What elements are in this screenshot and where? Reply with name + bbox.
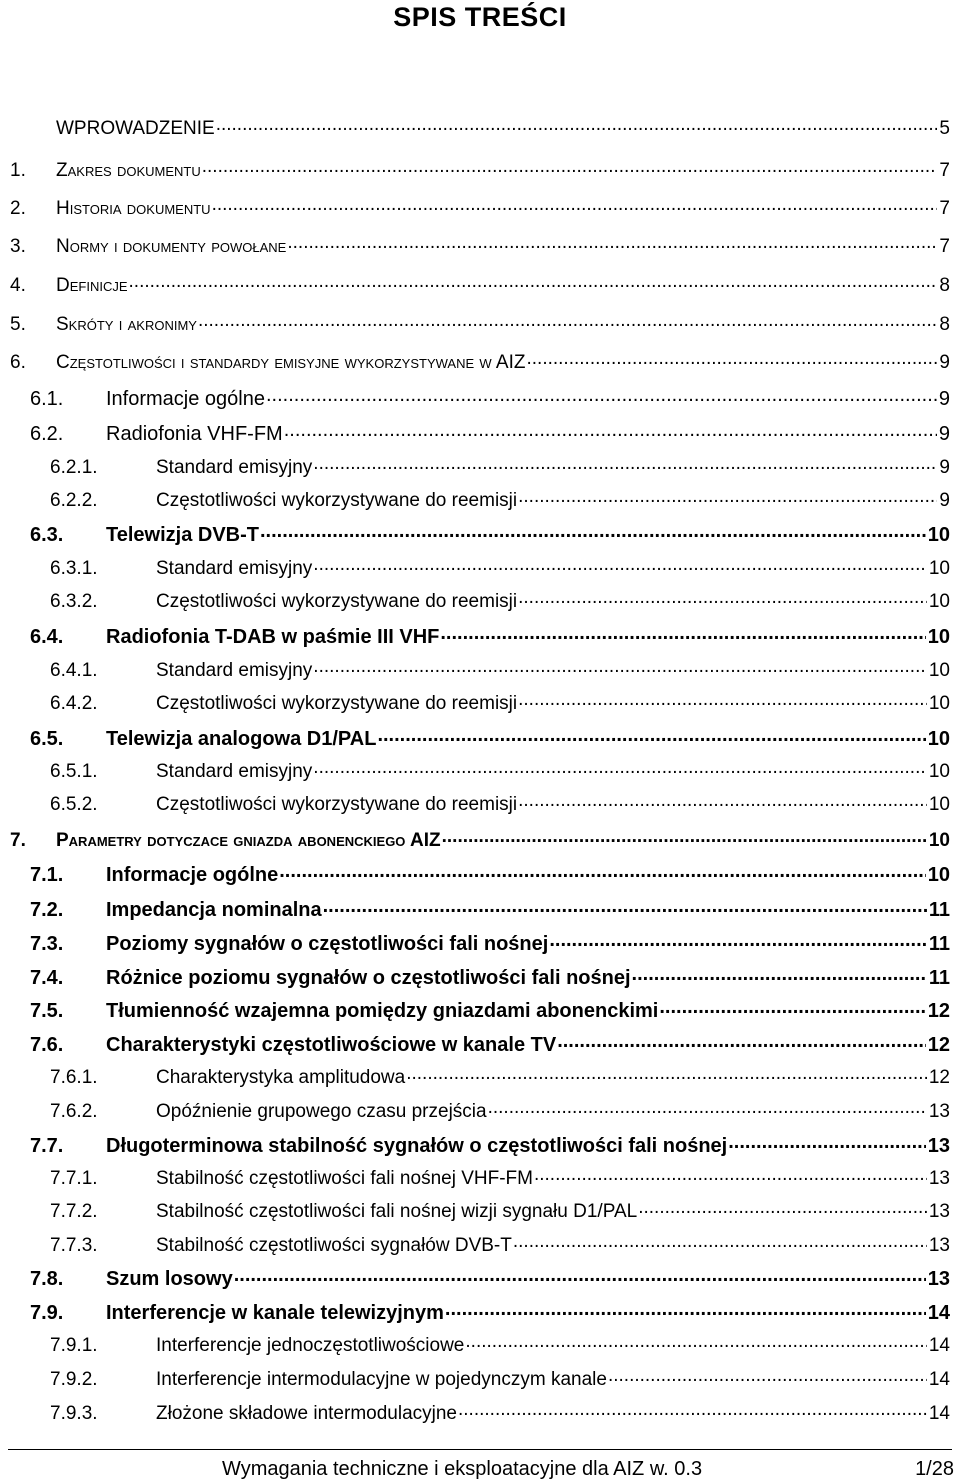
toc-entry-number: 7.8. [30, 1268, 64, 1290]
toc-entry[interactable] [10, 349, 950, 381]
toc-entry-page: 9 [938, 388, 950, 410]
toc-entry-number: 3. [10, 236, 26, 257]
toc-entry[interactable] [10, 115, 950, 147]
toc-entry-label: Złożone składowe intermodulacyjne [156, 1403, 457, 1424]
toc-entry-page: 10 [928, 660, 950, 681]
toc-entry[interactable] [30, 1265, 950, 1297]
toc-entry-page: 7 [939, 198, 950, 219]
toc-entry[interactable] [50, 454, 950, 486]
toc-entry-page: 10 [928, 830, 950, 851]
toc-entry[interactable] [50, 1232, 950, 1264]
toc-entry-page: 10 [927, 626, 950, 648]
toc-entry[interactable] [50, 588, 950, 620]
toc-entry-number: 6.4.2. [50, 693, 98, 714]
toc-entry[interactable] [50, 690, 950, 722]
toc-entry[interactable] [30, 964, 950, 996]
toc-entry-label: Szum losowy [106, 1268, 233, 1290]
toc-entry-number: 6.3. [30, 524, 64, 546]
toc-entry[interactable] [50, 487, 950, 519]
toc-dot-leader [659, 997, 925, 1017]
toc-entry[interactable] [50, 758, 950, 790]
toc-entry[interactable] [50, 1198, 950, 1230]
toc-entry-number: 7.6.1. [50, 1067, 98, 1088]
toc-entry[interactable] [10, 157, 950, 189]
toc-entry-number: 7.7.3. [50, 1235, 98, 1256]
toc-entry-page: 12 [927, 1000, 950, 1022]
toc-entry-number: 7. [10, 830, 26, 851]
toc-entry-label: Stabilność częstotliwości sygnałów DVB-T [156, 1235, 512, 1256]
toc-entry-number: 6.4.1. [50, 660, 98, 681]
toc-entry[interactable] [30, 861, 950, 893]
toc-dot-leader [465, 1332, 926, 1351]
toc-entry-page: 14 [928, 1369, 950, 1390]
toc-entry-page: 9 [939, 457, 950, 478]
toc-dot-leader [323, 896, 927, 916]
toc-entry[interactable] [50, 1366, 950, 1398]
toc-dot-leader [518, 588, 927, 607]
toc-entry[interactable] [50, 1165, 950, 1197]
toc-entry-page: 10 [927, 864, 950, 886]
toc-dot-leader [549, 930, 927, 950]
toc-entry-page: 13 [927, 1268, 950, 1290]
toc-dot-leader [266, 385, 937, 405]
toc-entry-number: 7.9. [30, 1302, 64, 1324]
toc-dot-leader [632, 964, 927, 984]
toc-entry-label: Standard emisyjny [156, 558, 313, 579]
toc-entry-number: 7.4. [30, 967, 64, 989]
toc-entry-label: Częstotliwości wykorzystywane do reemisji [156, 693, 518, 714]
toc-dot-leader [526, 349, 937, 368]
toc-entry-label: Częstotliwości wykorzystywane do reemisji [156, 490, 518, 511]
toc-entry-label: WPROWADZENIE [56, 118, 215, 139]
toc-entry[interactable] [10, 272, 950, 304]
toc-entry-label: Historia dokumentu [56, 198, 211, 219]
toc-entry[interactable] [30, 725, 950, 757]
footer-text: Wymagania techniczne i eksploatacyjne dla AIZ w. 0.3 [222, 1458, 703, 1480]
toc-entry[interactable] [10, 827, 950, 859]
toc-entry-page: 13 [928, 1235, 950, 1256]
toc-dot-leader [518, 690, 927, 709]
toc-entry-number: 6.3.1. [50, 558, 98, 579]
toc-entry[interactable] [50, 1400, 950, 1432]
toc-entry[interactable] [50, 1098, 950, 1130]
toc-entry-label: Radiofonia T-DAB w paśmie III VHF [106, 626, 440, 648]
toc-entry-label: Telewizja analogowa D1/PAL [106, 728, 377, 750]
toc-dot-leader [313, 454, 937, 473]
toc-dot-leader [728, 1132, 926, 1152]
toc-entry-number: 6.4. [30, 626, 64, 648]
toc-entry-page: 14 [928, 1403, 950, 1424]
toc-entry[interactable] [10, 233, 950, 265]
toc-entry-label: Informacje ogólne [106, 388, 265, 410]
toc-entry-label: Telewizja DVB-T [106, 524, 259, 546]
toc-entry-label: Różnice poziomu sygnałów o częstotliwości fali nośnej [106, 967, 631, 989]
toc-entry-number: 7.7.1. [50, 1168, 98, 1189]
toc-entry[interactable] [50, 555, 950, 587]
toc-entry-label: Interferencje w kanale telewizyjnym [106, 1302, 444, 1324]
toc-entry[interactable] [30, 1299, 950, 1331]
toc-dot-leader [202, 157, 938, 176]
toc-entry-label: Radiofonia VHF-FM [106, 423, 283, 445]
toc-entry-page: 14 [928, 1335, 950, 1356]
toc-entry-page: 5 [939, 118, 950, 139]
toc-entry-number: 6.5.1. [50, 761, 98, 782]
footer-divider [8, 1449, 952, 1450]
toc-entry-number: 7.7. [30, 1135, 64, 1157]
toc-dot-leader [440, 623, 925, 643]
toc-entry[interactable] [10, 195, 950, 227]
toc-entry-number: 5. [10, 314, 26, 335]
toc-entry-number: 6.5.2. [50, 794, 98, 815]
toc-entry-number: 1. [10, 160, 26, 181]
toc-entry[interactable] [30, 1132, 950, 1164]
toc-entry-number: 6. [10, 352, 26, 373]
toc-entry-page: 10 [928, 693, 950, 714]
toc-dot-leader [284, 420, 937, 440]
toc-entry-page: 12 [927, 1034, 950, 1056]
toc-entry-number: 6.5. [30, 728, 64, 750]
toc-entry-label: Standard emisyjny [156, 457, 313, 478]
toc-entry[interactable] [30, 1031, 950, 1063]
toc-entry-number: 7.9.2. [50, 1369, 98, 1390]
toc-entry-label: Standard emisyjny [156, 761, 313, 782]
toc-dot-leader [198, 311, 937, 330]
toc-entry-label: Stabilność częstotliwości fali nośnej wizji sygnału D1/PAL [156, 1201, 638, 1222]
toc-entry-label: Impedancja nominalna [106, 899, 322, 921]
toc-dot-leader [518, 487, 937, 506]
toc-entry-page: 8 [939, 275, 950, 296]
toc-entry-label: Definicje [56, 275, 128, 296]
toc-entry-label: Parametry dotyczace gniazda abonenckiego AIZ [56, 830, 441, 851]
toc-dot-leader [513, 1232, 927, 1251]
toc-entry-number: 7.9.3. [50, 1403, 98, 1424]
toc-entry-number: 7.6.2. [50, 1101, 98, 1122]
toc-dot-leader [406, 1064, 927, 1083]
toc-entry-label: Charakterystyki częstotliwościowe w kanale TV [106, 1034, 557, 1056]
toc-entry-label: Długoterminowa stabilność sygnałów o częstotliwości fali nośnej [106, 1135, 728, 1157]
toc-entry-label: Częstotliwości wykorzystywane do reemisji [156, 794, 518, 815]
toc-dot-leader [557, 1031, 926, 1051]
page-title: SPIS TREŚCI [393, 2, 567, 32]
toc-dot-leader [377, 725, 925, 745]
toc-dot-leader [129, 272, 938, 291]
toc-entry-number: 7.3. [30, 933, 64, 955]
toc-entry-label: Standard emisyjny [156, 660, 313, 681]
toc-dot-leader [488, 1098, 927, 1117]
toc-entry-page: 7 [939, 160, 950, 181]
toc-entry-label: Charakterystyka amplitudowa [156, 1067, 406, 1088]
toc-entry-number: 7.7.2. [50, 1201, 98, 1222]
toc-entry-page: 13 [928, 1101, 950, 1122]
toc-entry-page: 10 [928, 761, 950, 782]
toc-entry-number: 6.2. [30, 423, 64, 445]
toc-entry[interactable] [30, 385, 950, 417]
toc-entry-page: 13 [928, 1201, 950, 1222]
toc-entry-label: Normy i dokumenty powołane [56, 236, 287, 257]
toc-dot-leader [260, 521, 926, 541]
toc-entry-number: 7.1. [30, 864, 64, 886]
toc-entry-page: 10 [927, 524, 950, 546]
toc-dot-leader [212, 195, 938, 214]
toc-entry-label: Tłumienność wzajemna pomiędzy gniazdami abonenckimi [106, 1000, 659, 1022]
toc-entry-page: 9 [938, 423, 950, 445]
toc-entry[interactable] [30, 521, 950, 553]
toc-entry[interactable] [50, 1064, 950, 1096]
toc-entry-label: Interferencje jednoczęstotliwościowe [156, 1335, 465, 1356]
toc-entry[interactable] [30, 420, 950, 452]
toc-entry-page: 13 [928, 1168, 950, 1189]
toc-entry-page: 13 [927, 1135, 950, 1157]
toc-entry-label: Częstotliwości wykorzystywane do reemisji [156, 591, 518, 612]
toc-entry-number: 6.1. [30, 388, 64, 410]
toc-entry-number: 7.5. [30, 1000, 64, 1022]
toc-dot-leader [518, 791, 927, 810]
toc-entry-number: 6.3.2. [50, 591, 98, 612]
toc-entry-label: Stabilność częstotliwości fali nośnej VHF-FM [156, 1168, 533, 1189]
toc-dot-leader [608, 1366, 927, 1385]
toc-entry[interactable] [50, 657, 950, 689]
toc-dot-leader [313, 657, 927, 676]
toc-entry[interactable] [30, 896, 950, 928]
toc-entry-page: 11 [928, 967, 950, 989]
toc-entry-label: Interferencje intermodulacyjne w pojedynczym kanale [156, 1369, 607, 1390]
toc-entry-page: 10 [928, 558, 950, 579]
toc-dot-leader [279, 861, 926, 881]
toc-dot-leader [638, 1198, 927, 1217]
toc-entry-label: Poziomy sygnałów o częstotliwości fali nośnej [106, 933, 549, 955]
toc-dot-leader [458, 1400, 927, 1419]
toc-entry-page: 14 [927, 1302, 950, 1324]
toc-entry-number: 6.2.2. [50, 490, 98, 511]
toc-entry[interactable] [30, 623, 950, 655]
footer-page-number: 1/28 [915, 1458, 954, 1480]
toc-entry-page: 9 [939, 352, 950, 373]
toc-entry-number: 4. [10, 275, 26, 296]
toc-dot-leader [313, 555, 927, 574]
toc-entry-page: 12 [928, 1067, 950, 1088]
toc-entry-page: 8 [939, 314, 950, 335]
toc-entry-number: 7.6. [30, 1034, 64, 1056]
toc-entry-number: 6.2.1. [50, 457, 98, 478]
toc-dot-leader [234, 1265, 926, 1285]
toc-entry-number: 2. [10, 198, 26, 219]
toc-entry-number: 7.9.1. [50, 1335, 98, 1356]
toc-entry[interactable] [50, 791, 950, 823]
toc-entry-page: 10 [927, 728, 950, 750]
toc-entry-page: 9 [939, 490, 950, 511]
toc-dot-leader [445, 1299, 926, 1319]
toc-entry[interactable] [10, 311, 950, 343]
toc-dot-leader [313, 758, 927, 777]
toc-entry[interactable] [30, 930, 950, 962]
toc-entry-label: Opóźnienie grupowego czasu przejścia [156, 1101, 487, 1122]
toc-entry[interactable] [50, 1332, 950, 1364]
toc-entry-label: Skróty i akronimy [56, 314, 197, 335]
toc-entry-label: Częstotliwości i standardy emisyjne wykorzystywane w AIZ [56, 352, 526, 373]
toc-dot-leader [534, 1165, 927, 1184]
toc-entry-page: 11 [928, 899, 950, 921]
toc-entry-page: 7 [939, 236, 950, 257]
toc-entry-number: 7.2. [30, 899, 64, 921]
toc-entry-label: Zakres dokumentu [56, 160, 201, 181]
toc-entry-page: 11 [928, 933, 950, 955]
toc-dot-leader [287, 233, 937, 252]
toc-dot-leader [216, 115, 938, 134]
toc-entry-page: 10 [928, 794, 950, 815]
toc-entry-label: Informacje ogólne [106, 864, 279, 886]
toc-dot-leader [442, 827, 927, 846]
toc-entry[interactable] [30, 997, 950, 1029]
toc-entry-page: 10 [928, 591, 950, 612]
